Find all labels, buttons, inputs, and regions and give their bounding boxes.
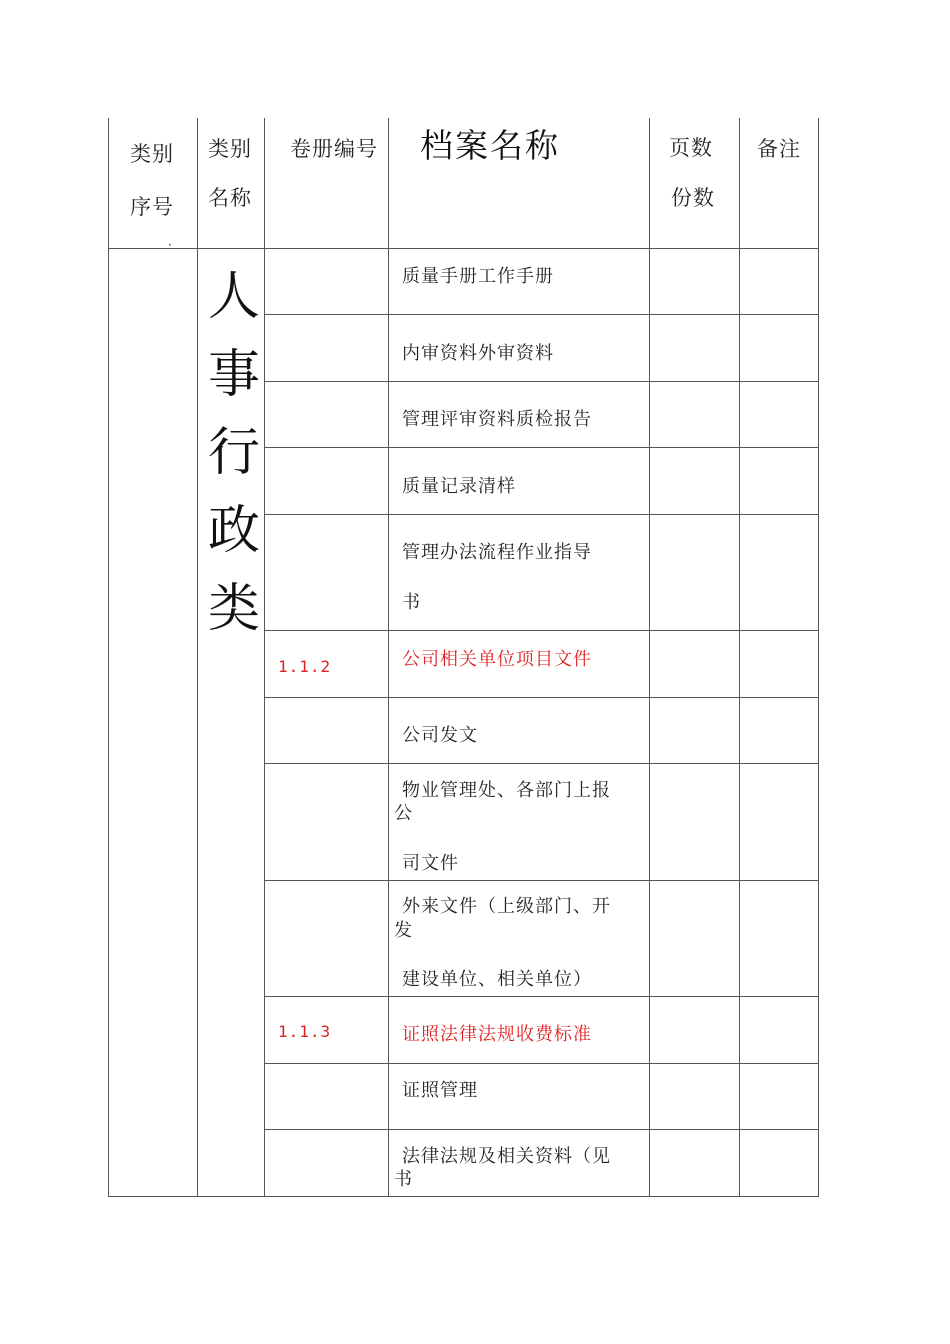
header-archive-name: 档案名称 [420, 126, 560, 165]
category-char: 事 [207, 345, 260, 405]
table-border-bottom [108, 1196, 819, 1197]
table-border-left [108, 118, 109, 1197]
row-divider [264, 1063, 819, 1064]
archive-name-cont: 司文件 [402, 853, 459, 874]
column-divider [264, 118, 265, 1197]
archive-name: 证照管理 [402, 1080, 478, 1101]
archive-name: 公司发文 [402, 725, 478, 746]
column-divider [739, 118, 740, 1197]
row-divider [264, 697, 819, 698]
archive-name: 物业管理处、各部门上报 [402, 780, 611, 801]
archive-name: 质量手册工作手册 [402, 266, 554, 287]
header-divider [108, 248, 819, 249]
row-divider [264, 763, 819, 764]
header-volume-no: 卷册编号 [290, 137, 378, 161]
category-char: 人 [207, 267, 260, 327]
row-divider [264, 314, 819, 315]
volume-code: 1.1.2 [278, 657, 332, 676]
archive-name-wrap: 书 [394, 1169, 413, 1190]
row-divider [264, 880, 819, 881]
archive-name-cont: 书 [402, 592, 421, 613]
archive-name: 外来文件（上级部门、开 [402, 896, 611, 917]
header-remarks: 备注 [757, 137, 801, 161]
archive-name: 管理评审资料质检报告 [402, 409, 592, 430]
row-divider [264, 381, 819, 382]
category-char: 政 [207, 501, 260, 561]
header-category-name-line2: 名称 [208, 186, 252, 210]
archive-name-cont: 建设单位、相关单位） [402, 969, 592, 990]
archive-name: 内审资料外审资料 [402, 343, 554, 364]
archive-section-title: 证照法律法规收费标准 [402, 1024, 592, 1045]
archive-name-wrap: 公 [394, 803, 413, 824]
header-seq-line2: 序号 [130, 195, 174, 219]
header-pages-line2: 份数 [671, 186, 715, 210]
archive-section-title: 公司相关单位项目文件 [402, 649, 592, 670]
row-divider [264, 630, 819, 631]
column-divider [388, 118, 389, 1197]
header-pages-line1: 页数 [669, 136, 713, 160]
column-divider [649, 118, 650, 1197]
row-divider [264, 1129, 819, 1130]
archive-name: 法律法规及相关资料（见 [402, 1146, 611, 1167]
row-divider [264, 447, 819, 448]
category-char: 类 [207, 579, 260, 639]
column-divider [197, 118, 198, 1197]
archive-name: 管理办法流程作业指导 [402, 542, 592, 563]
header-seq-line1: 类别 [130, 142, 174, 166]
category-name-vertical [204, 258, 264, 648]
table-border-right [818, 118, 819, 1197]
category-char: 行 [207, 423, 260, 483]
row-divider [264, 514, 819, 515]
row-divider [264, 996, 819, 997]
archive-name: 质量记录清样 [402, 476, 516, 497]
archive-name-wrap: 发 [394, 920, 413, 941]
header-seq-dot: · [168, 238, 172, 252]
header-category-name-line1: 类别 [208, 137, 252, 161]
volume-code: 1.1.3 [278, 1022, 332, 1041]
